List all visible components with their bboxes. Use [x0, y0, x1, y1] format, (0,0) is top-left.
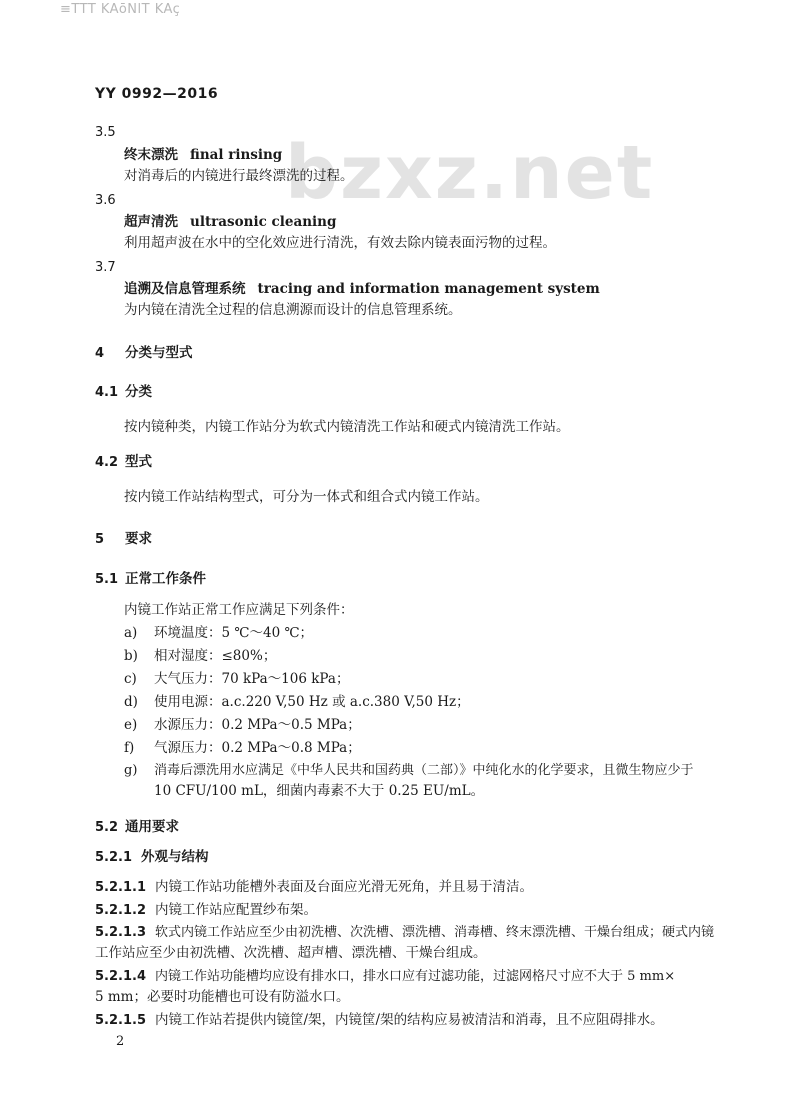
subsection-number: 5.1: [95, 572, 119, 587]
list-item: [124, 716, 361, 734]
subsection-number: 4.2: [95, 455, 119, 470]
clause-text: 内镜工作站若提供内镜筐/架，内镜筐/架的结构应易被清洁和消毒，且不应阻碍排水。: [155, 1012, 664, 1028]
document-id: YY 0992—2016: [95, 86, 219, 102]
clause-number: 3.7: [95, 260, 116, 275]
clause-title: 外观与结构: [141, 849, 209, 865]
term-chinese: 超声清洗: [124, 214, 178, 230]
term-entry: [124, 213, 336, 231]
clause-number: 5.2.1.4: [95, 969, 146, 984]
term-chinese: 追溯及信息管理系统: [124, 281, 246, 297]
clause-number: 5.2.1.2: [95, 903, 146, 918]
subsection-title: 分类: [125, 384, 152, 400]
clause-text: 内镜工作站功能槽均应设有排水口，排水口应有过滤功能，过滤网格尺寸应不大于 5 mm×: [155, 969, 676, 984]
clause-text: 内镜工作站应配置纱布架。: [155, 902, 317, 918]
list-label: b): [124, 648, 138, 664]
clause-number: 5.2.1.1: [95, 880, 146, 895]
clause: [95, 878, 533, 897]
clause-number: 5.2.1: [95, 850, 133, 865]
list-text: 气源压力：0.2 MPa～0.8 MPa；: [154, 740, 361, 756]
list-text: 使用电源：a.c.220 V,50 Hz 或 a.c.380 V,50 Hz；: [154, 694, 470, 710]
subsection-number: 4.1: [95, 385, 119, 400]
section-heading: [95, 344, 193, 363]
section-number: 5: [95, 532, 105, 547]
subsection-number: 5.2: [95, 820, 119, 835]
clause-continuation: 工作站应至少由初洗槽、次洗槽、超声槽、漂洗槽、干燥台组成。: [95, 945, 487, 961]
term-chinese: 终末漂洗: [124, 147, 178, 163]
subsection-heading: [95, 570, 206, 589]
list-label: g): [124, 763, 138, 778]
subsection-title: 型式: [125, 454, 152, 470]
paragraph: 按内镜种类，内镜工作站分为软式内镜清洗工作站和硬式内镜清洗工作站。: [124, 419, 570, 435]
clause: [95, 968, 675, 986]
clause-number: 3.5: [95, 125, 116, 140]
term-definition: 利用超声波在水中的空化效应进行清洗，有效去除内镜表面污物的过程。: [124, 235, 556, 251]
clause-continuation: 5 mm；必要时功能槽也可设有防溢水口。: [95, 989, 350, 1005]
list-item: [124, 647, 276, 665]
subsection-title: 正常工作条件: [125, 571, 206, 587]
clause-heading: [95, 848, 209, 867]
term-english: final rinsing: [190, 147, 283, 163]
clause-number: 3.6: [95, 193, 116, 208]
clause-number: 5.2.1.5: [95, 1013, 146, 1028]
list-text: 环境温度：5 ℃～40 ℃；: [154, 625, 314, 641]
section-title: 分类与型式: [125, 345, 193, 361]
watermark: bzxz.net: [285, 130, 655, 216]
clause-number: 5.2.1.3: [95, 925, 146, 940]
clause: [95, 1011, 664, 1030]
clause-text: 软式内镜工作站应至少由初洗槽、次洗槽、漂洗槽、消毒槽、终末漂洗槽、干燥台组成；硬式内镜: [155, 925, 715, 940]
list-item: [124, 693, 470, 711]
list-item: [124, 670, 349, 688]
paragraph: 内镜工作站正常工作应满足下列条件：: [124, 602, 354, 618]
list-item: [124, 739, 361, 757]
scan-header-mark: ≡TTT KAōNlT KAç: [60, 2, 181, 17]
list-text: 相对湿度：≤80%；: [154, 648, 277, 664]
section-number: 4: [95, 346, 105, 361]
clause-text: 内镜工作站功能槽外表面及台面应光滑无死角，并且易于清洁。: [155, 879, 533, 895]
clause: [95, 901, 317, 920]
subsection-heading: [95, 818, 179, 837]
list-text: 水源压力：0.2 MPa～0.5 MPa；: [154, 717, 361, 733]
list-item: [124, 762, 694, 780]
section-title: 要求: [125, 531, 152, 547]
list-text: 消毒后漂洗用水应满足《中华人民共和国药典（二部）》中纯化水的化学要求，且微生物应少于: [154, 763, 694, 778]
list-item: [124, 624, 313, 642]
list-text: 大气压力：70 kPa～106 kPa；: [154, 671, 350, 687]
list-item-continuation: 10 CFU/100 mL，细菌内毒素不大于 0.25 EU/mL。: [154, 783, 485, 799]
term-english: ultrasonic cleaning: [190, 214, 337, 230]
list-label: d): [124, 694, 138, 710]
list-label: c): [124, 671, 137, 687]
term-definition: 对消毒后的内镜进行最终漂洗的过程。: [124, 168, 354, 184]
list-label: f): [124, 740, 135, 756]
subsection-title: 通用要求: [125, 819, 179, 835]
subsection-heading: [95, 383, 152, 402]
subsection-heading: [95, 453, 152, 472]
term-entry: [124, 280, 600, 298]
clause: [95, 924, 714, 942]
term-definition: 为内镜在清洗全过程的信息溯源而设计的信息管理系统。: [124, 302, 462, 318]
list-label: a): [124, 625, 138, 641]
page-number: 2: [116, 1034, 125, 1049]
section-heading: [95, 530, 152, 549]
paragraph: 按内镜工作站结构型式，可分为一体式和组合式内镜工作站。: [124, 489, 489, 505]
list-label: e): [124, 717, 138, 733]
term-entry: [124, 146, 282, 164]
term-english: tracing and information management system: [257, 281, 600, 297]
